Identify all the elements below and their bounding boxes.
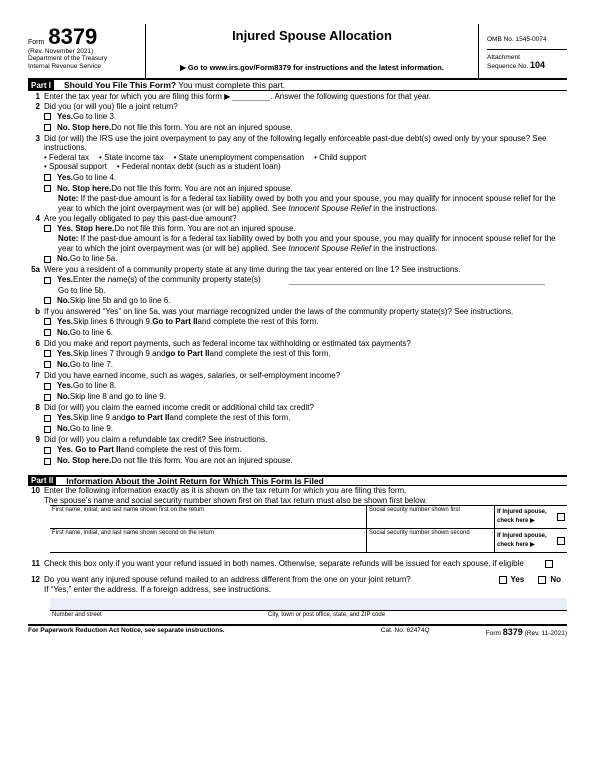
part2-tag: Part II — [28, 475, 56, 486]
line-3: 3 Did (or will) the IRS use the joint overpayment to pay any of the following legally enforceable past-due debt(s) owed only by your spouse? See instructions. — [35, 133, 547, 153]
first-injured-check: If Injured spouse, check here ▶ — [495, 506, 567, 528]
line-6-yes: Yes. Skip lines 7 through 9 and go to Part II and complete the rest of this form. — [44, 348, 567, 359]
line-1: 1 Enter the tax year for which you are filing this form ▶ . Answer the following questions for that year. — [35, 91, 432, 101]
second-name-field[interactable]: First name, initial, and last name shown second on the return — [50, 529, 367, 552]
line-6: 6 Did you make and report payments, such as federal income tax withholding or estimated tax payments? — [35, 338, 411, 348]
line-5a-yes: Yes. Enter the name(s) of the community property state(s) — [44, 275, 567, 286]
goto-instructions: ▶ Go to www.irs.gov/Form8379 for instructions and the latest information. — [180, 63, 444, 72]
line-9: 9 Did (or will) you claim a refundable tax credit? See instructions. — [35, 435, 268, 445]
checkbox-2-no[interactable] — [44, 124, 51, 131]
checkbox-first-injured[interactable] — [557, 513, 565, 521]
line-3-yes: Yes. Go to line 4. — [44, 172, 567, 183]
footer-notice: For Paperwork Reduction Act Notice, see separate instructions. — [28, 627, 225, 635]
checkbox-both-names[interactable] — [545, 560, 553, 568]
sequence-number: 104 — [530, 59, 546, 70]
checkbox-9-no[interactable] — [44, 458, 51, 465]
checkbox-2-yes[interactable] — [44, 113, 51, 120]
line-9-yes: Yes. Go to Part II and complete the rest of this form. — [44, 445, 567, 456]
part1-tag: Part I — [28, 80, 54, 91]
checkbox-5a-no[interactable] — [44, 297, 51, 304]
tax-year-input[interactable] — [232, 92, 270, 101]
checkbox-7-no[interactable] — [44, 394, 51, 401]
form-title: Injured Spouse Allocation — [232, 28, 392, 43]
form-header — [28, 24, 567, 80]
line-4: 4 Are you legally obligated to pay this past-due amount? — [35, 213, 237, 223]
checkbox-9-yes[interactable] — [44, 447, 51, 454]
part2-title: Information About the Joint Return for Which This Form Is Filed — [66, 475, 324, 486]
rev-date: (Rev. November 2021) — [28, 48, 94, 55]
line-5a: 5a Were you a resident of a community property state at any time during the tax year entered on line 1? See instructions. — [31, 265, 461, 275]
attachment-seq — [487, 50, 567, 70]
spouse-row-first — [50, 505, 567, 529]
checkbox-3-yes[interactable] — [44, 174, 51, 181]
address-entry-area[interactable] — [50, 598, 567, 610]
line-3-note: Note: If the past-due amount is for a federal tax liability owed by both you and your spouse, you may qualify for innocent spouse relief for the year to which the joint overpayment was (or will be) applied. See Innocent Spouse Relief in the instructions. — [58, 194, 556, 213]
line-3-no: No. Stop here. Do not file this form. You are not an injured spouse. — [44, 183, 567, 194]
line-4-yes: Yes. Stop here. Do not file this form. You are not an injured spouse. — [44, 223, 567, 234]
line-5b-yes: Yes. Skip lines 6 through 9. Go to Part II and complete the rest of this form. — [44, 316, 567, 327]
omb-block — [479, 24, 567, 78]
form-number: 8379 — [48, 24, 98, 49]
line-5b: b If you answered “Yes” on line 5a, was your marriage recognized under the laws of the community property state(s)? See instructions. — [35, 306, 514, 316]
line-3-bullets: • Federal tax • State income tax • State unemployment compensation • Child support • Spousal support • Federal nontax debt (such as a student loan) — [44, 152, 367, 172]
second-ssn-field[interactable]: Social security number shown second — [367, 529, 495, 552]
part1-header — [28, 80, 567, 91]
line-2: 2 Did you (or will you) file a joint return? — [35, 101, 178, 111]
checkbox-8-no[interactable] — [44, 426, 51, 433]
checkbox-4-yes[interactable] — [44, 225, 51, 232]
checkbox-5b-yes[interactable] — [44, 318, 51, 325]
first-name-field[interactable]: First name, initial, and last name shown first on the return — [50, 506, 367, 528]
city-field[interactable]: City, town or post office, state, and ZIP code — [268, 612, 386, 619]
street-field[interactable]: Number and street — [52, 612, 102, 619]
checkbox-8-yes[interactable] — [44, 415, 51, 422]
checkbox-5b-no[interactable] — [44, 329, 51, 336]
line-2-yes: Yes. Go to line 3. — [44, 111, 567, 122]
line-7-yes: Yes. Go to line 8. — [44, 381, 567, 392]
line-4-note: Note: If the past-due amount is for a federal tax liability owed by both you and your spouse, you may qualify for innocent spouse relief for the year to which the joint overpayment was (or will be) applied. See Innocent Spouse Relief in the instructions. — [58, 234, 556, 253]
checkbox-3-no[interactable] — [44, 185, 51, 192]
line-5a-no: No. Skip line 5b and go to line 6. — [44, 295, 567, 306]
line-7-no: No. Skip line 8 and go to line 9. — [44, 392, 567, 403]
line-8-yes: Yes. Skip line 9 and go to Part II and complete the rest of this form. — [44, 413, 567, 424]
line-11: 11 Check this box only if you want your refund issued in both names. Otherwise, separate refunds will be issued for each spouse, if eligible — [28, 559, 567, 569]
footer-cat: Cat. No. 62474Q — [380, 627, 430, 635]
line-7: 7 Did you have earned income, such as wages, salaries, or self-employment income? — [35, 370, 341, 380]
checkbox-7-yes[interactable] — [44, 383, 51, 390]
sequence-label: Sequence No. — [487, 62, 529, 70]
form-id-block — [28, 24, 146, 78]
spouse-row-second — [50, 529, 567, 553]
part1-title: Should You File This Form? You must complete this part. — [64, 79, 286, 90]
form-word: Form — [28, 39, 45, 46]
second-injured-check: If Injured spouse, check here ▶ — [495, 529, 567, 552]
line-2-no: No. Stop here. Do not file this form. You are not an injured spouse. — [44, 122, 567, 133]
attachment-label: Attachment — [487, 54, 520, 61]
checkbox-12-no[interactable] — [538, 576, 546, 584]
part2-header — [28, 475, 567, 486]
checkbox-6-yes[interactable] — [44, 350, 51, 357]
checkbox-4-no[interactable] — [44, 256, 51, 263]
line-4-no: No. Go to line 5a. — [44, 254, 567, 265]
line-8: 8 Did (or will) you claim the earned income credit or additional child tax credit? — [35, 403, 314, 412]
line-9-no: No. Stop here. Do not file this form. You are not an injured spouse. — [44, 456, 567, 467]
checkbox-6-no[interactable] — [44, 361, 51, 368]
omb-number: OMB No. 1545-0074 — [487, 24, 567, 50]
line-8-no: No. Go to line 9. — [44, 424, 567, 435]
line-10: 10 Enter the following information exactly as it is shown on the tax return for which you are filing this form. The spouse’s name and social security number shown first on that tax return must also be shown first below. — [31, 486, 428, 505]
checkbox-12-yes[interactable] — [499, 576, 507, 584]
dept-line1: Department of the Treasury — [28, 55, 108, 63]
first-ssn-field[interactable]: Social security number shown first — [367, 506, 495, 528]
line-12: 12 Do you want any injured spouse refund mailed to an address different from the one on your joint return? Yes No If “Yes,” enter the address. If a foreign address, see instructions. — [31, 574, 561, 594]
line-5a-cont: Go to line 5b. — [58, 285, 106, 295]
checkbox-second-injured[interactable] — [557, 537, 565, 545]
line-6-no: No. Go to line 7. — [44, 359, 567, 370]
dept-line2: Internal Revenue Service — [28, 62, 101, 70]
title-block — [146, 24, 479, 78]
community-state-input[interactable] — [289, 276, 545, 285]
checkbox-5a-yes[interactable] — [44, 277, 51, 284]
footer-form: Form 8379 (Rev. 11-2021) — [485, 627, 567, 638]
line-5b-no: No. Go to line 6. — [44, 327, 567, 338]
